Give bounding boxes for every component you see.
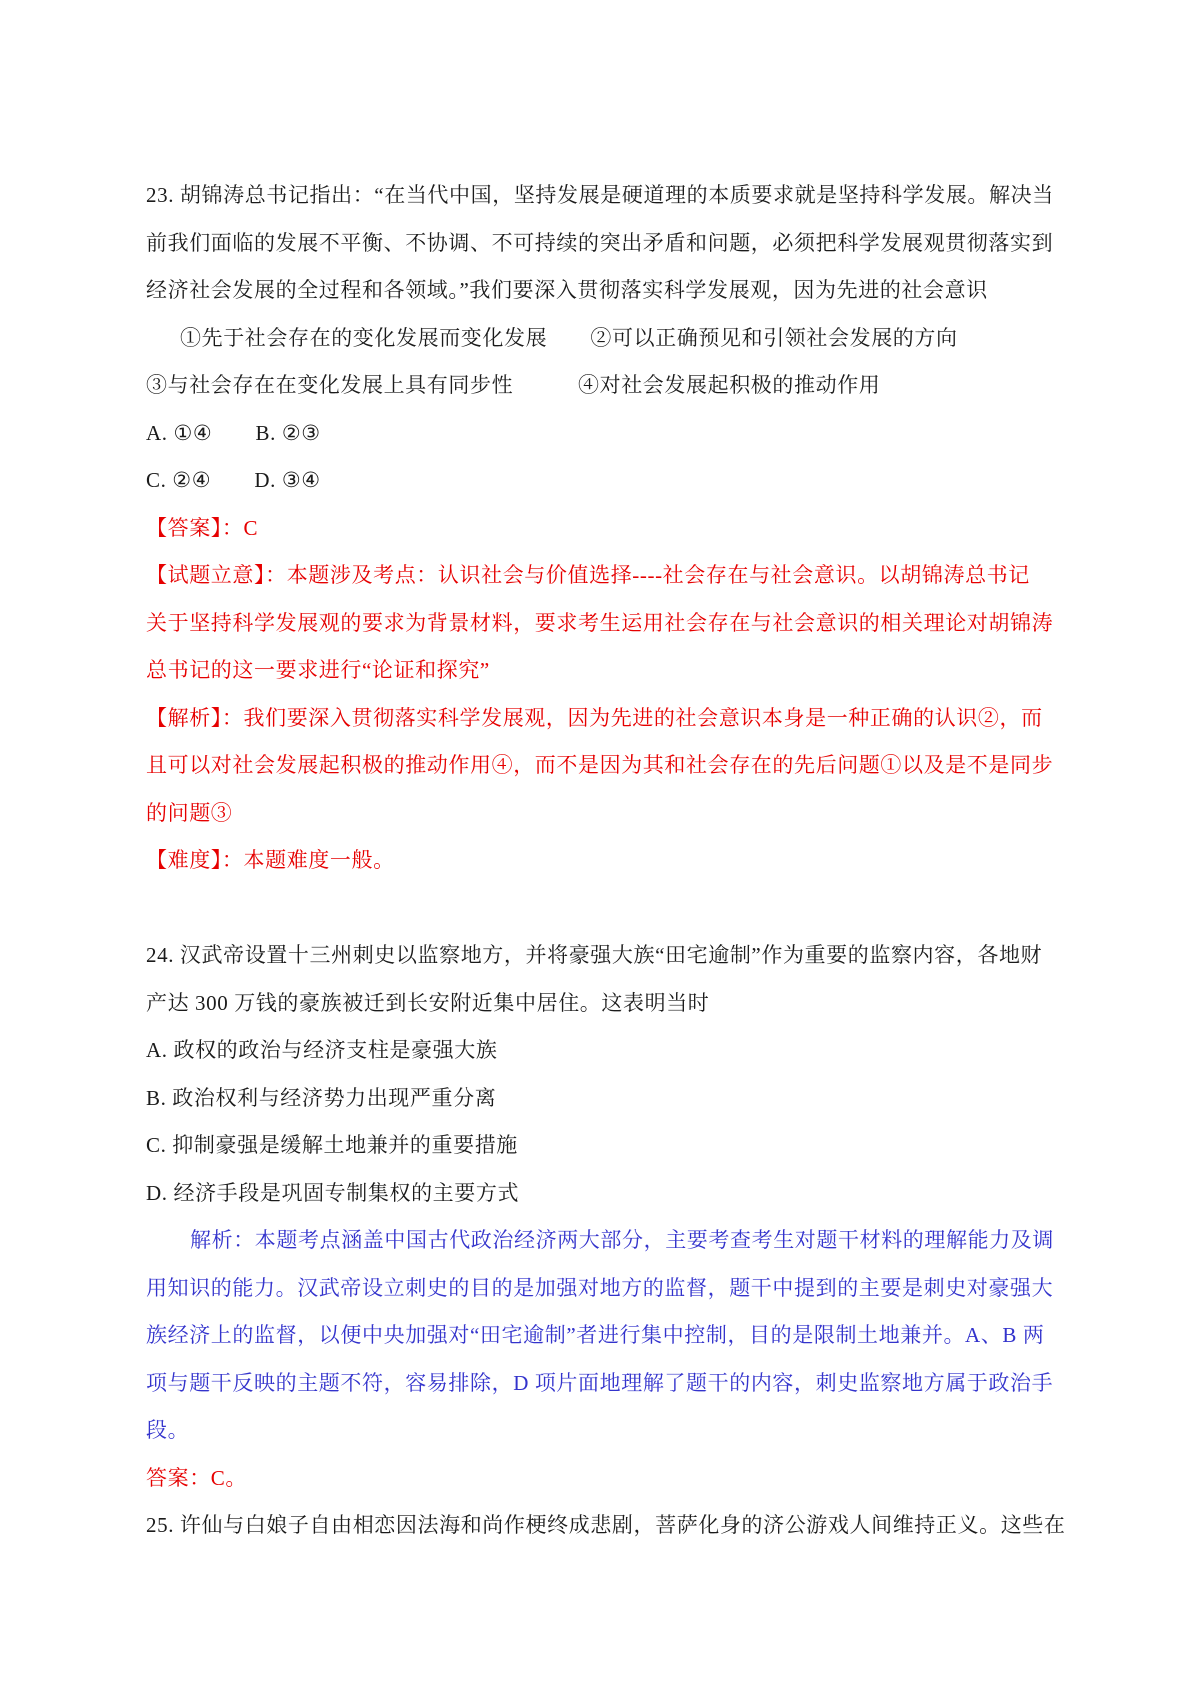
q25-stem-line-1: 25. 许仙与白娘子自由相恋因法海和尚作梗终成悲剧，菩萨化身的济公游戏人间维持正义。这些在 xyxy=(146,1513,1066,1537)
q24-analysis-line-4: 项与题干反映的主题不符，容易排除，D 项片面地理解了题干的内容，刺史监察地方属于政治手 xyxy=(146,1370,1054,1395)
q24-analysis-line-5: 段。 xyxy=(146,1418,190,1442)
question-24 xyxy=(146,932,1062,1502)
q23-choices-cd: C. ②④ D. ③④ xyxy=(146,468,321,492)
q23-difficulty: 【难度】：本题难度一般。 xyxy=(146,848,395,872)
q24-choice-c: C. 抑制豪强是缓解土地兼并的重要措施 xyxy=(146,1133,518,1157)
document-page xyxy=(146,172,1066,1550)
q23-intent-line-3: 总书记的这一要求进行“论证和探究” xyxy=(146,658,490,682)
blank-line xyxy=(146,885,1062,933)
q23-analysis-line-2: 且可以对社会发展起积极的推动作用④，而不是因为其和社会存在的先后问题①以及是不是同步 xyxy=(146,753,1054,777)
q23-choices-ab: A. ①④ B. ②③ xyxy=(146,420,321,445)
q23-stem-line-3: 经济社会发展的全过程和各领域。”我们要深入贯彻落实科学发展观，因为先进的社会意识 xyxy=(146,278,988,302)
q24-analysis-line-2: 用知识的能力。汉武帝设立刺史的目的是加强对地方的监督，题干中提到的主要是刺史对豪强大 xyxy=(146,1275,1054,1300)
q24-analysis-line-1: 解析：本题考点涵盖中国古代政治经济两大部分，主要考查考生对题干材料的理解能力及调 xyxy=(190,1228,1054,1252)
q23-intent-line-2: 关于坚持科学发展观的要求为背景材料，要求考生运用社会存在与社会意识的相关理论对胡锦涛 xyxy=(146,610,1054,635)
q23-analysis-line-1: 【解析】：我们要深入贯彻落实科学发展观，因为先进的社会意识本身是一种正确的认识②，而 xyxy=(146,705,1043,730)
q24-choice-a: A. 政权的政治与经济支柱是豪强大族 xyxy=(146,1038,498,1062)
question-23 xyxy=(146,172,1062,885)
q24-analysis-line-3: 族经济上的监督，以便中央加强对“田宅逾制”者进行集中控制，目的是限制土地兼并。A、B 两 xyxy=(146,1323,1045,1347)
q24-stem-line-2: 产达 300 万钱的豪族被迁到长安附近集中居住。这表明当时 xyxy=(146,990,710,1015)
q23-intent-line-1: 【试题立意】：本题涉及考点：认识社会与价值选择----社会存在与社会意识。以胡锦涛总书记 xyxy=(146,563,1030,587)
q23-analysis-line-3: 的问题③ xyxy=(146,800,233,825)
question-25 xyxy=(146,1502,1066,1550)
q23-stem-line-1: 23. 胡锦涛总书记指出：“在当代中国，坚持发展是硬道理的本质要求就是坚持科学发展。解决当 xyxy=(146,183,1054,207)
q24-answer: 答案：C。 xyxy=(146,1465,248,1490)
q23-answer: 【答案】：C xyxy=(146,515,259,540)
q23-options-line-1-2: ①先于社会存在的变化发展而变化发展 ②可以正确预见和引领社会发展的方向 xyxy=(180,325,958,350)
q24-choice-d: D. 经济手段是巩固专制集权的主要方式 xyxy=(146,1180,520,1205)
q24-choice-b: B. 政治权利与经济势力出现严重分离 xyxy=(146,1085,497,1110)
q24-stem-line-1: 24. 汉武帝设置十三州刺史以监察地方，并将豪强大族“田宅逾制”作为重要的监察内容，各地财 xyxy=(146,943,1043,967)
q23-options-line-3-4: ③与社会存在在变化发展上具有同步性 ④对社会发展起积极的推动作用 xyxy=(146,373,881,397)
q23-stem-line-2: 前我们面临的发展不平衡、不协调、不可持续的突出矛盾和问题，必须把科学发展观贯彻落实到 xyxy=(146,230,1054,255)
